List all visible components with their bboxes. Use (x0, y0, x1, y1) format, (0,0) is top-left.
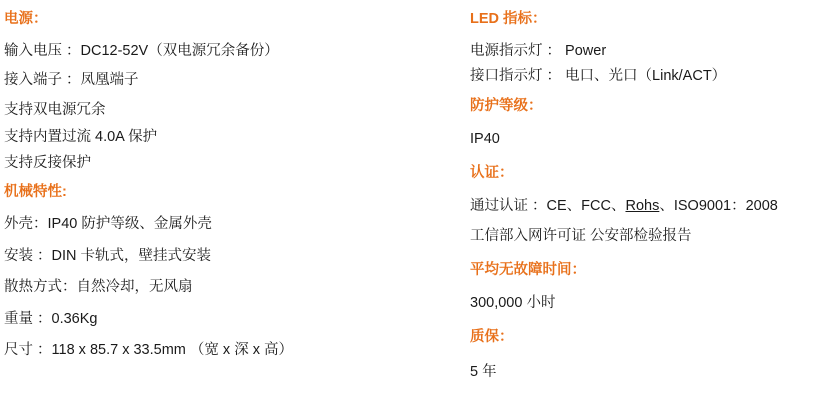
mechanical-line-weight: 重量 ：0.36Kg (4, 310, 98, 327)
spacer (4, 203, 460, 215)
mechanical-line-mounting: 安装 ：DIN 卡轨式，壁挂式安装 (4, 247, 212, 264)
spacer (470, 87, 831, 97)
spacer (470, 217, 831, 227)
section-power (4, 0, 460, 173)
spacer (4, 120, 460, 128)
spacer (4, 173, 460, 183)
spacer (4, 329, 460, 341)
power-line-redundancy: 支持双电源冗余 (4, 101, 106, 118)
spacer (4, 61, 460, 71)
left-column (0, 0, 460, 361)
section-warranty (470, 328, 831, 383)
mechanical-line-cooling: 散热方式：自然冷却，无风扇 (4, 279, 193, 296)
mtbf-line-hours: 300,000 小时 (470, 295, 556, 312)
section-warranty-title: 质保： (470, 328, 514, 345)
certification-line-standards: 通过认证 ：CE、FCC、Rohs、ISO9001：2008 (470, 198, 778, 215)
spacer (470, 314, 831, 328)
section-certification-title: 认证： (470, 164, 514, 181)
spacer (4, 298, 460, 310)
section-mechanical (4, 183, 460, 360)
spacer (4, 30, 460, 42)
rohs-token: Rohs (625, 198, 660, 215)
led-line-power-indicator: 电源指示灯 ： Power (470, 42, 607, 59)
section-mtbf (470, 261, 831, 314)
protection-line-ip40: IP40 (470, 131, 500, 148)
section-led (470, 0, 831, 87)
spacer (470, 183, 831, 197)
spacer (470, 247, 831, 261)
section-mtbf-title: 平均无故障时间： (470, 261, 586, 278)
certification-line-reports: 工信部入网许可证 公安部检验报告 (470, 227, 692, 244)
spacer (470, 150, 831, 164)
warranty-line-years: 5 年 (470, 364, 497, 381)
spacer (4, 235, 460, 247)
spacer (470, 116, 831, 130)
section-led-title: LED 指标： (470, 11, 547, 27)
mechanical-line-housing: 外壳：IP40 防护等级、金属外壳 (4, 215, 212, 232)
section-protection (470, 97, 831, 150)
spacer (470, 347, 831, 363)
spacer (4, 266, 460, 278)
spacer (470, 30, 831, 42)
section-certification (470, 164, 831, 247)
power-line-reverse-protection: 支持反接保护 (4, 154, 91, 171)
power-line-input-voltage: 输入电压 ：DC12-52V（双电源冗余备份） (4, 42, 279, 59)
section-protection-title: 防护等级： (470, 97, 543, 114)
section-power-title: 电源： (4, 11, 48, 27)
section-mechanical-title: 机械特性: (4, 184, 67, 201)
power-line-terminal: 接入端子 ：凤凰端子 (4, 72, 139, 89)
mechanical-line-dimensions: 尺寸 ：118 x 85.7 x 33.5mm （宽 x 深 x 高） (4, 342, 294, 359)
led-line-port-indicator: 接口指示灯 ： 电口、光口（Link/ACT） (470, 68, 727, 85)
power-line-overcurrent: 支持内置过流 4.0A 保护 (4, 129, 158, 146)
spacer (4, 91, 460, 101)
spacer (470, 280, 831, 294)
right-column (470, 0, 831, 383)
